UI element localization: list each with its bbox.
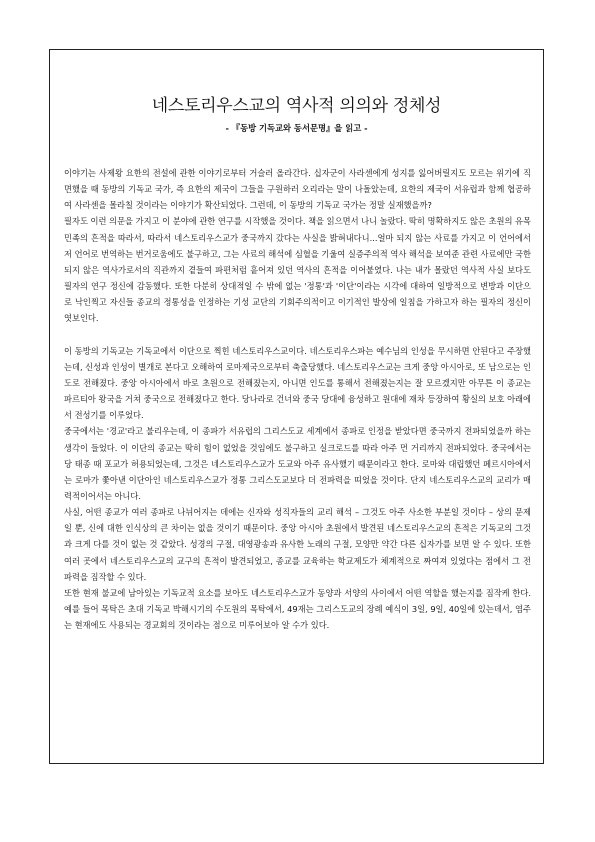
document-subtitle: - 『동방 기독교와 동서문명』을 읽고 -: [225, 123, 368, 133]
paragraph: 이 동방의 기독교는 기독교에서 이단으로 찍힌 네스토리우스교이다. 네스토리우스파는 예수님의 인성을 무시하면 안된다고 주장했는데, 신성과 인성이 별개로 본다고 오해하여 로마제국으로부터 축출당했다. 네스토리우스교는 크게 중앙 아시아로, 또 남으로는 인도로 전해졌다. 중앙 아시아에서 바로 초원으로 전해졌는지, 아니면 인도를 통해서 전해졌는지는 잘 모르겠지만 아무튼 이 종교는 파르티아 왕국을 거쳐 중국으로 전해졌다고 한다. 당나라로 건너와 중국 당대에 융성하고 원대에 재차 등장하여 황실의 보호 아래에서 전성기를 이루었다.: [64, 345, 531, 421]
document-title: 네스토리우스교의 역사적 의의와 정체성: [151, 96, 442, 116]
paragraph: 이야기는 사제왕 요한의 전설에 관한 이야기로부터 거슬러 올라간다. 십자군이 사라센에게 성지를 잃어버릴지도 모르는 위기에 직면했을 때 동방의 기독교 국가, 즉 요한의 제국이 그들을 구원하러 오리라는 말이 나돌았는데, 요한의 제국이 서유럽과 함께 협공하여 사라센을 몰라칠 것이라는 이야기가 확산되었다. 그런데, 이 동방의 기독교 국가는 정말 실재했을까?: [64, 168, 531, 211]
paragraph: 또한 현재 불교에 남아있는 기독교적 요소를 보아도 네스토리우스교가 동양과 서양의 사이에서 어떤 역할을 했는지를 짐작케 한다. 예를 들어 목탁은 초대 기독교 박해시기의 수도원의 목탁에서, 49재는 그리스도교의 장례 예식이 3일, 9일, 40일에 있는데서, 염주는 현재에도 사용되는 경교회의 것이라는 점으로 미루어보아 알 수가 있다.: [64, 587, 531, 631]
paragraph: 사실, 어떤 종교가 여러 종파로 나뉘어지는 데에는 신자와 성직자들의 교리 해석 – 그것도 아주 사소한 부분일 것이다 – 상의 문제일 뿐, 신에 대한 인식상의 큰 차이는 없을 것이기 때문이다. 중앙 아시아 초원에서 발견된 네스토리우스교의 흔적은 기독교의 그것과 크게 다를 것이 없는 것 같았다. 성경의 구절, 대영광송과 유사한 노래의 구절, 모양만 약간 다른 십자가를 보면 알 수 있다. 또한 여러 곳에서 네스토리우스교의 교구의 흔적이 발견되었고, 종교를 교육하는 학교제도가 체계적으로 짜여져 있었다는 점에서 그 전파력을 짐작할 수 있다.: [64, 507, 531, 582]
document-body: [64, 165, 531, 633]
paragraph: 필자도 이런 의문을 가지고 이 분야에 관한 연구를 시작했을 것이다. 책을 읽으면서 나니 놀랐다. 딱히 명확하지도 않은 초원의 유목민족의 흔적을 따라서, 따라서 네스토리우스교가 중국까지 갔다는 사실을 밝혀내다니...얼마 되지 않는 사료를 가지고 이 언어에서 저 언어로 번역하는 번거로움에도 불구하고, 그는 사료의 해석에 심혈을 기울여 실증주의적 역사 해석을 보여준 관련 사료에만 국한되지 않은 역사가로서의 직관까지 곁들여 파편처럼 흩어져 있던 역사의 흔적을 이어붙였다. 나는 내가 몰랐던 역사적 사실 보다도 필자의 연구 정신에 감동했다. 또한 다분히 상대적일 수 밖에 없는 '정통'과 '이단'이라는 시각에 대하여 일방적으로 변방과 이단으로 낙인찍고 자신들 종교의 정통성을 인정하는 기성 교단의 기회주의적이고 이기적인 발상에 일침을 가하고자 하는 필자의 정신이 엿보인다.: [64, 216, 531, 324]
document-frame: [49, 49, 544, 764]
paragraph: 중국에서는 '경교'라고 불리우는데, 이 종파가 서유럽의 그리스도교 세계에서 종파로 인정을 받았다면 중국까지 전파되었을까 하는 생각이 들었다. 이 이단의 종교는 딱히 힘이 없었을 것임에도 불구하고 실크로드를 따라 아주 먼 거리까지 전파되었다. 중국에서는 당 태종 때 포교가 허용되었는데, 그것은 네스토리우스교가 도교와 아주 유사했기 때문이라고 한다. 로마와 대립했던 페르시아에서는 로마가 쫓아낸 이단아인 네스토리우스교가 정통 그리스도교보다 더 전파력을 띠었을 것이다. 단지 네스토리우스교의 교리가 매력적이어서는 아니다.: [64, 426, 531, 501]
